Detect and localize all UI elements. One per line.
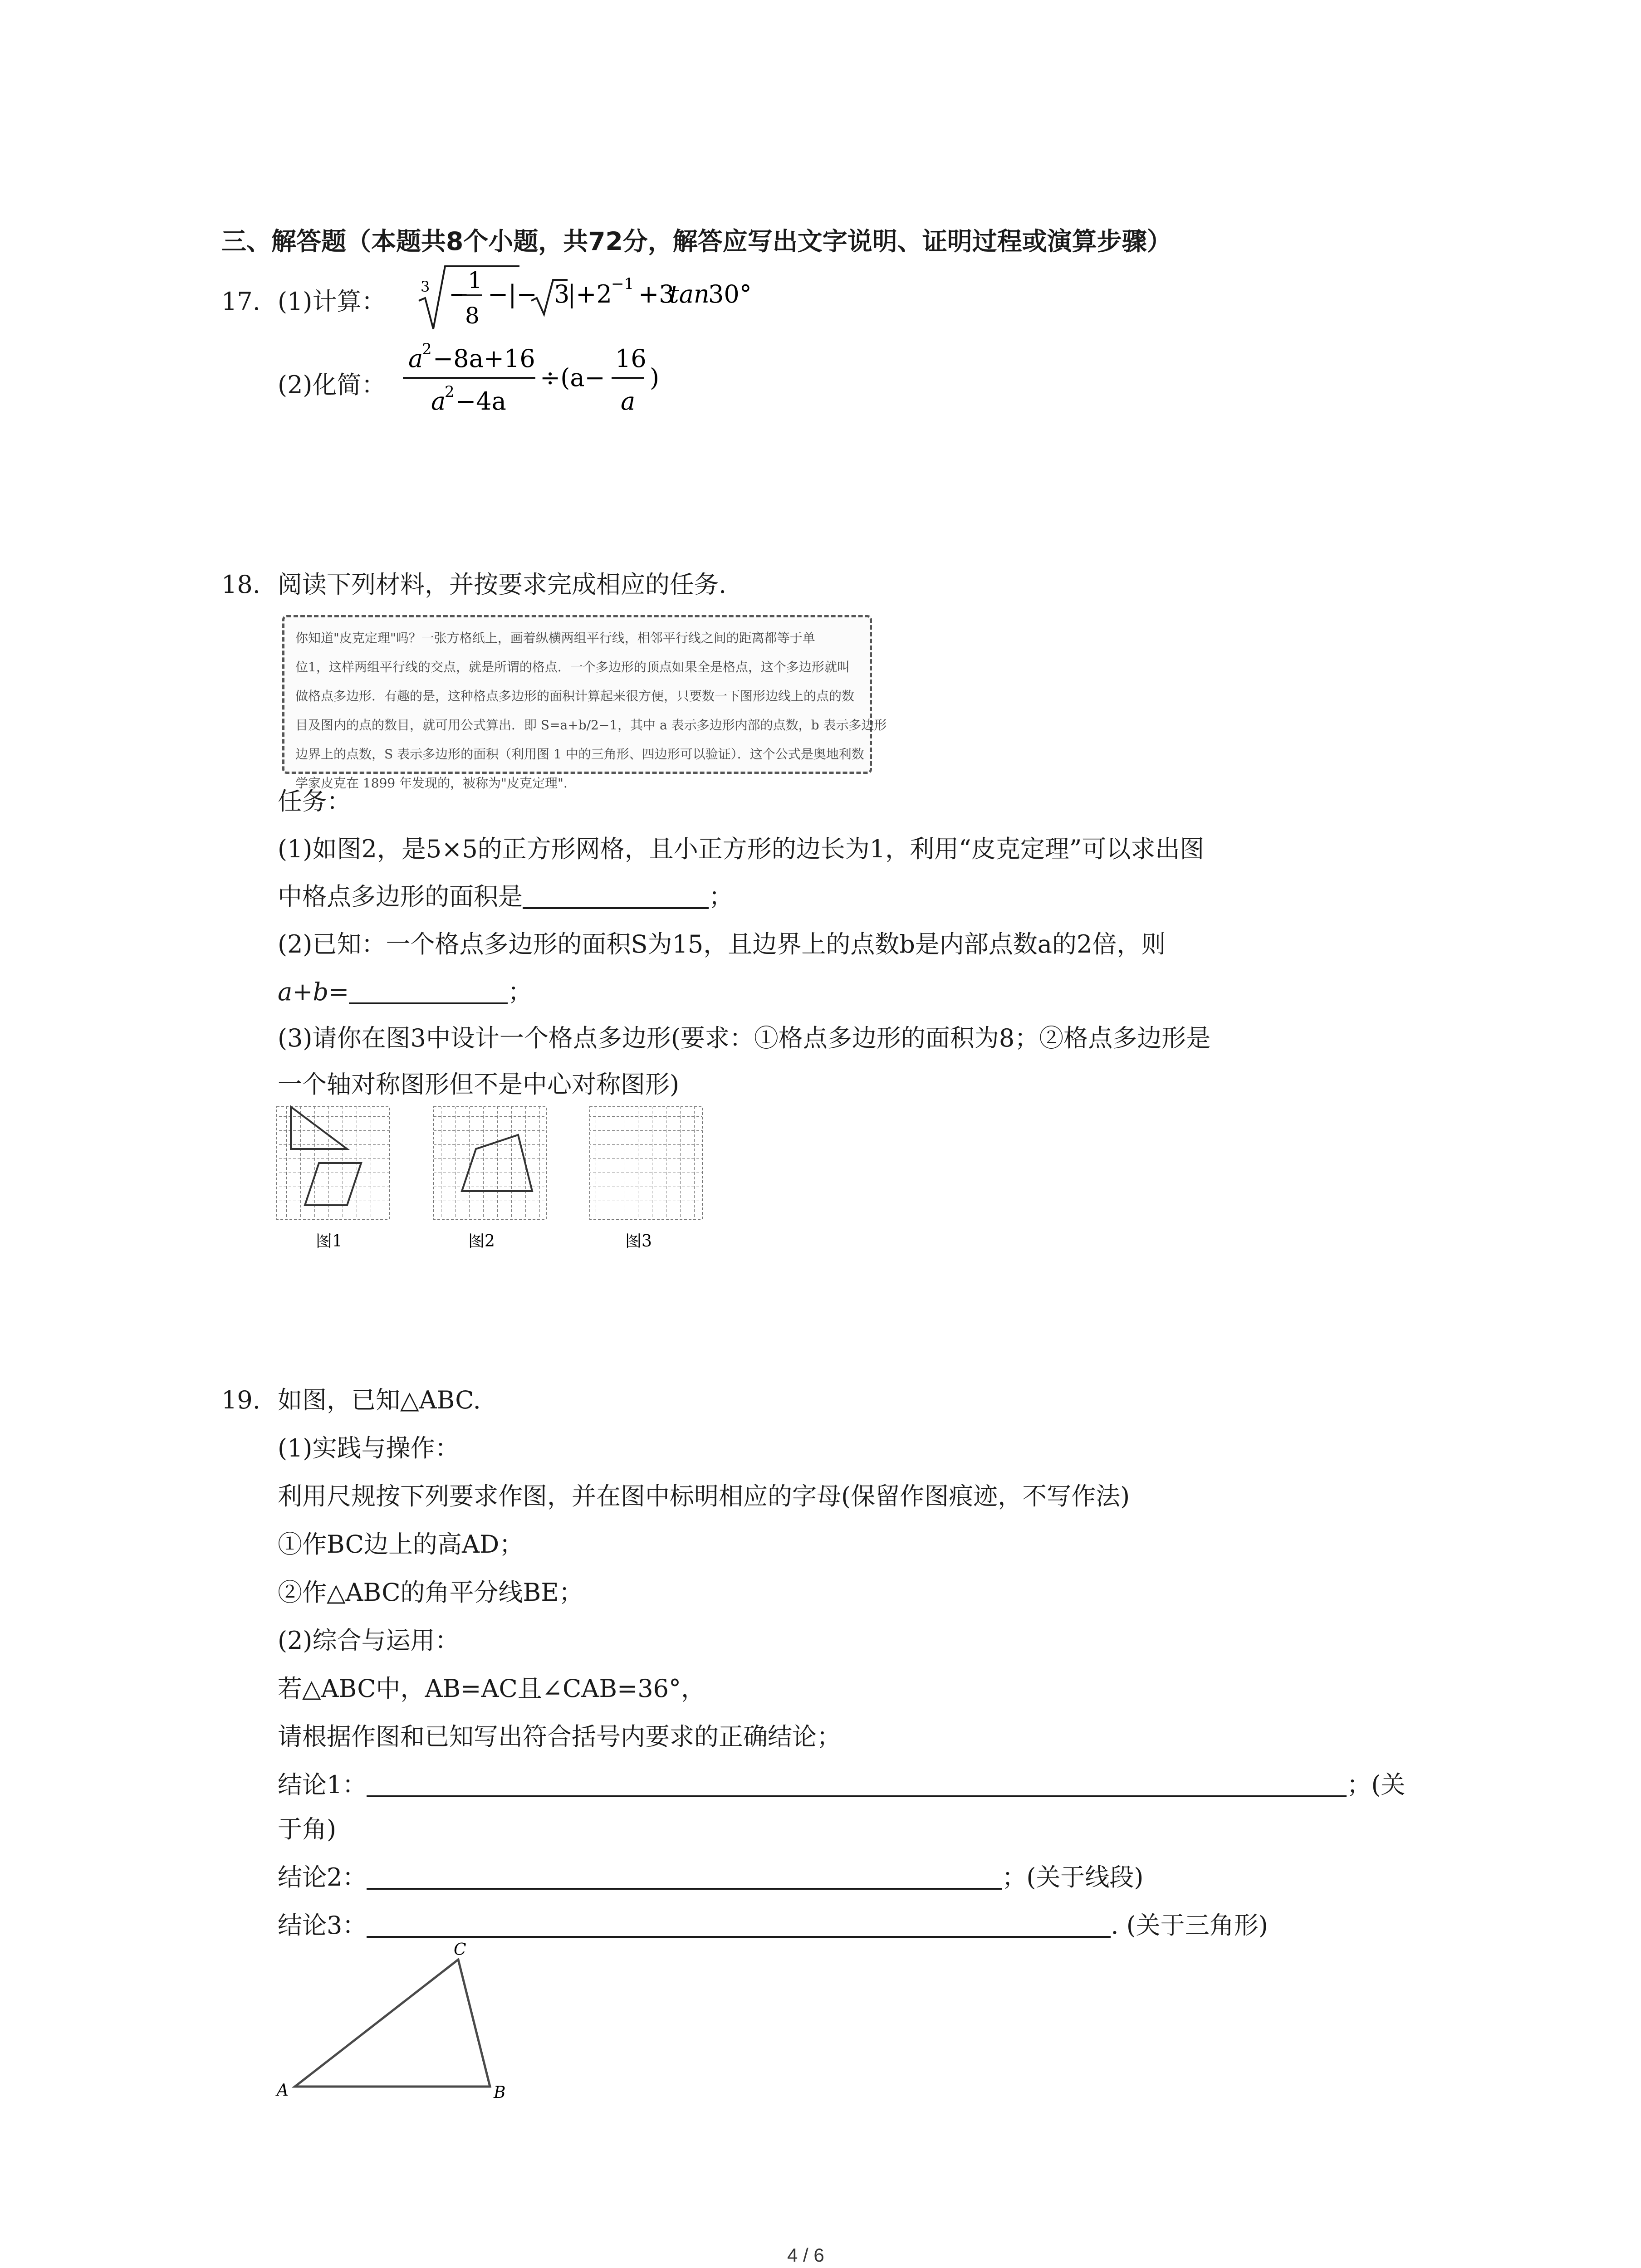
close-paren: ) (650, 363, 660, 392)
q19-part1-desc: 利用尺规按下列要求作图，并在图中标明相应的字母(保留作图痕迹，不写作法) (278, 1482, 1130, 1510)
conclusion-3-tail: . (关于三角形) (1111, 1911, 1268, 1940)
q19-step1: ①作BC边上的高AD； (278, 1530, 524, 1559)
den-a: a (431, 387, 446, 415)
q19-intro: 如图，已知△ABC. (278, 1386, 481, 1414)
abs-left: −|− (488, 280, 537, 308)
q18-task1-line2 (278, 882, 733, 911)
section-title: 三、解答题（本题共8个小题，共72分，解答应写出文字说明、证明过程或演算步骤） (221, 227, 1172, 256)
q18-task2-end: ； (508, 978, 533, 1006)
frac-numerator: 1 (468, 267, 482, 293)
q17-part2-label: (2)化简： (278, 371, 386, 399)
conclusion-2-row (278, 1865, 1144, 1890)
figure-3-grid (590, 1107, 702, 1251)
num-rest: −8a+16 (433, 344, 535, 373)
frac2-den: a (621, 387, 636, 415)
plus-three: +3 (638, 280, 675, 308)
conclusion-3-label: 结论3： (278, 1911, 367, 1940)
frac-denominator: 8 (465, 303, 480, 329)
q18-task3-line1: (3)请你在图3中设计一个格点多边形(要求：①格点多边形的面积为8；②格点多边形是 (278, 1024, 1211, 1052)
figure-2-caption: 图2 (468, 1232, 495, 1251)
q17-part1-label: (1)计算： (278, 287, 386, 316)
num-exp: 2 (422, 340, 432, 358)
exponent: −1 (611, 275, 634, 293)
vertex-b-label: B (494, 2083, 506, 2102)
den-rest: −4a (456, 387, 506, 415)
triangle-abc (295, 1960, 490, 2087)
conclusion-1-label: 结论1： (278, 1770, 367, 1799)
pick-theorem-material-box (282, 615, 887, 791)
q19-number: 19. (221, 1386, 260, 1414)
abs-right: |+2 (568, 280, 612, 308)
material-line: 你知道"皮克定理"吗？一张方格纸上，画着纵横两组平行线，相邻平行线之间的距离都等于单 (295, 631, 815, 645)
q18-task1-line1: (1)如图2，是5×5的正方形网格，且小正方形的边长为1，利用“皮克定理”可以求出图 (278, 835, 1205, 863)
triangle-abc-figure (268, 1937, 531, 2109)
den-exp: 2 (445, 383, 455, 401)
material-line: 目及图内的点的数目，就可用公式算出．即 S=a+b/2−1，其中 a 表示多边形内部的点数，b 表示多边形 (295, 718, 887, 733)
vertex-a-label: A (277, 2081, 289, 2100)
figure-1-caption: 图1 (316, 1232, 343, 1251)
q18-number: 18. (221, 570, 260, 599)
conclusion-1-wrap: 于角) (278, 1815, 337, 1843)
q18-intro: 阅读下列材料，并按要求完成相应的任务. (278, 570, 727, 599)
q19-condition: 若△ABC中，AB=AC且∠CAB=36°， (278, 1674, 705, 1703)
material-line: 学家皮克在 1899 年发现的，被称为"皮克定理". (295, 776, 568, 791)
vertex-c-label: C (454, 1941, 466, 1959)
q18-grid-figures (272, 1102, 726, 1256)
answer-blank-1[interactable] (523, 903, 709, 909)
material-line: 位1，这样两组平行线的交点，就是所谓的格点．一个多边形的顶点如果全是格点，这个多边形就叫 (295, 660, 850, 675)
q18-task1-end: ； (709, 882, 733, 911)
figure-3-caption: 图3 (625, 1232, 652, 1251)
page-number: 4 / 6 (787, 2244, 824, 2266)
cube-root-index: 3 (421, 278, 430, 295)
frac2-num: 16 (615, 344, 647, 373)
material-line: 做格点多边形．有趣的是，这种格点多边形的面积计算起来很方便，只要数一下图形边线上的点的数 (295, 689, 855, 704)
num-a: a (408, 344, 423, 373)
q19-ask: 请根据作图和已知写出符合括号内要求的正确结论； (278, 1722, 841, 1751)
q19-part2: (2)综合与运用： (278, 1626, 460, 1655)
q17-part2-expression (399, 338, 717, 429)
figure-1-grid (277, 1107, 389, 1251)
conclusion-1-blank[interactable] (367, 1791, 1347, 1797)
cube-root-minus: − (449, 280, 470, 308)
div-part: ÷(a− (540, 363, 605, 392)
conclusion-1-row (278, 1770, 1406, 1799)
sqrt-arg: 3 (554, 280, 570, 308)
answer-blank-2[interactable] (349, 998, 508, 1004)
conclusion-2-blank[interactable] (367, 1883, 1002, 1890)
q18-task2-line1: (2)已知：一个格点多边形的面积S为15，且边界上的点数b是内部点数a的2倍，则 (278, 930, 1166, 958)
conclusion-3-row (278, 1913, 1268, 1938)
q18-task-label: 任务： (278, 787, 351, 816)
conclusion-1-tail: ；(关 (1347, 1770, 1406, 1799)
conclusion-2-tail: ；(关于线段) (1002, 1863, 1144, 1892)
q19-part1: (1)实践与操作： (278, 1434, 460, 1462)
tan-word: tan (669, 280, 710, 308)
conclusion-2-label: 结论2： (278, 1863, 367, 1892)
q19-step2: ②作△ABC的角平分线BE； (278, 1578, 583, 1607)
angle-value: 30° (708, 280, 752, 308)
q17-number: 17. (221, 287, 260, 316)
q18-task1-text: 中格点多边形的面积是 (278, 882, 523, 911)
q18-task2-line2 (278, 980, 532, 1004)
material-line: 边界上的点数，S 表示多边形的面积（利用图 1 中的三角形、四边形可以验证）．这个公式是奥地利数 (295, 747, 864, 762)
q18-task3-line2: 一个轴对称图形但不是中心对称图形) (278, 1070, 680, 1099)
figure-2-grid (434, 1107, 546, 1251)
q18-task2-text: a+b= (278, 978, 349, 1006)
